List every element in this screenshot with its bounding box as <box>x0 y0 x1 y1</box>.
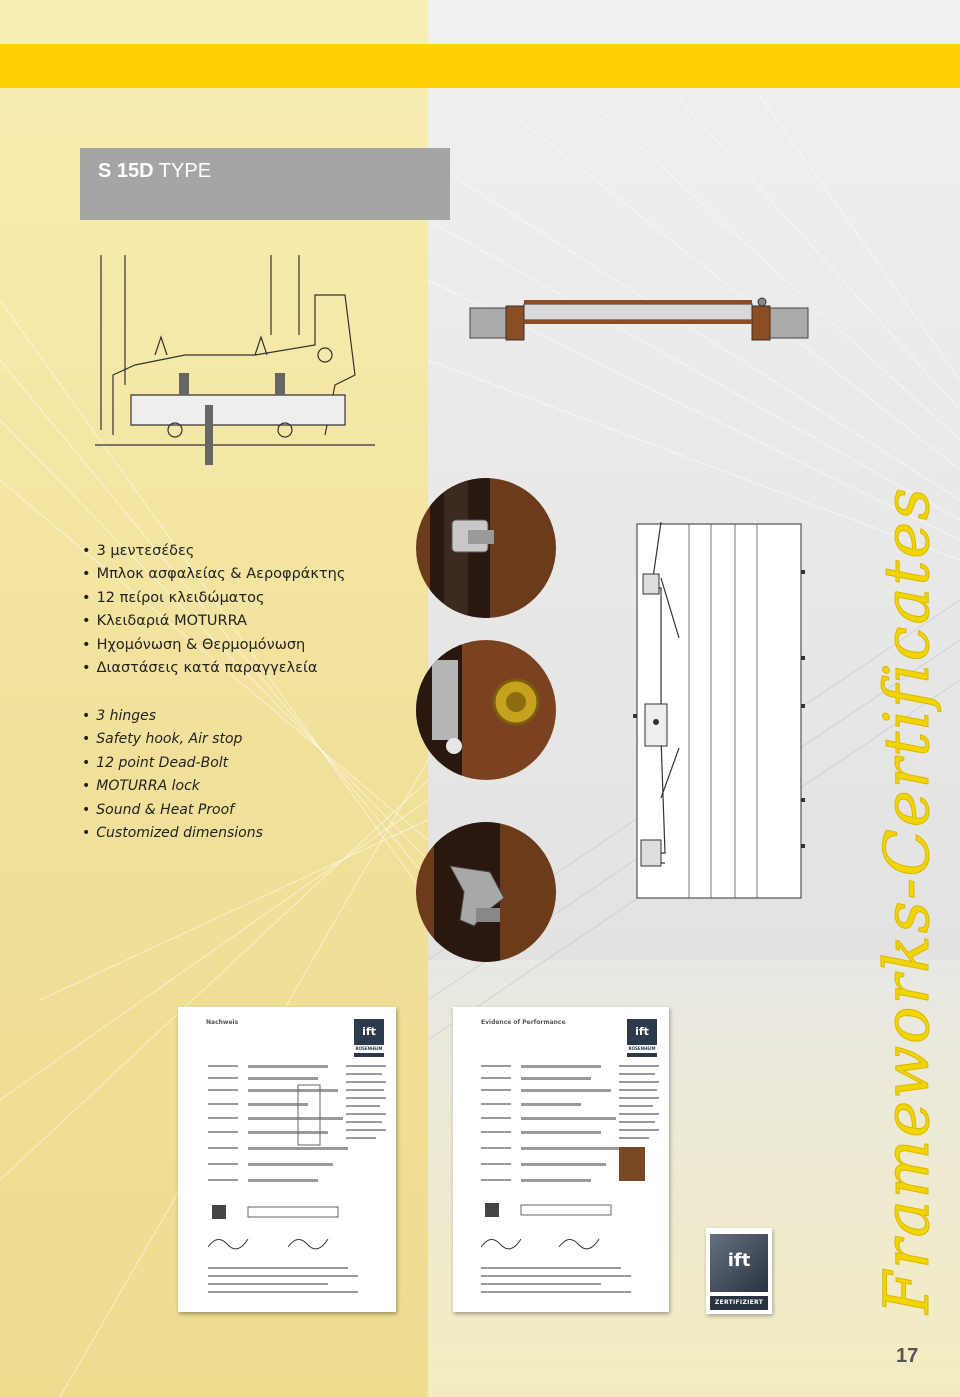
feature-item: • Κλειδαριά MOTURRA <box>82 610 345 633</box>
door-elevation-drawing <box>625 518 810 903</box>
ift-certified-badge <box>706 1228 772 1314</box>
type-model: S 15D <box>98 160 154 182</box>
feature-item: • Διαστάσεις κατά παραγγελεία <box>82 657 345 680</box>
features-list-greek <box>82 540 345 680</box>
door-plan-section <box>466 292 811 342</box>
feature-item: • MOTURRA lock <box>82 775 263 798</box>
feature-item: • Sound & Heat Proof <box>82 799 263 822</box>
certificate-nachweis <box>178 1007 396 1312</box>
feature-item: • 12 πείροι κλειδώματος <box>82 587 345 610</box>
type-label <box>98 160 211 183</box>
certificate-title: Nachweis <box>206 1019 239 1026</box>
feature-item: • 3 hinges <box>82 705 263 728</box>
ift-badge-label: ZERTIFIZIERT <box>710 1296 768 1310</box>
certificate-body <box>453 1007 669 1312</box>
safety-hook-photo <box>416 822 556 962</box>
section-vertical-title: Frameworks-Certificates <box>870 486 943 1314</box>
feature-item: • Customized dimensions <box>82 822 263 845</box>
hinge-photo <box>416 478 556 618</box>
ift-badge-text: ift <box>727 1250 751 1271</box>
type-suffix: TYPE <box>158 160 212 182</box>
certificate-evidence <box>453 1007 669 1312</box>
feature-item: • Ηχομόνωση & Θερμομόνωση <box>82 634 345 657</box>
lock-cylinder-photo <box>416 640 556 780</box>
type-box <box>80 148 450 220</box>
ift-badge-logo <box>710 1234 768 1292</box>
certificate-title: Evidence of Performance <box>481 1019 566 1026</box>
feature-item: • Μπλοκ ασφαλείας & Αεροφράκτης <box>82 563 345 586</box>
header-band <box>0 44 960 88</box>
feature-item: • 12 point Dead-Bolt <box>82 752 263 775</box>
feature-item: • Safety hook, Air stop <box>82 728 263 751</box>
certificate-body <box>178 1007 396 1312</box>
page-number: 17 <box>896 1345 919 1367</box>
features-list-english <box>82 705 263 845</box>
profile-section-drawing <box>95 255 385 470</box>
ift-logo: ift ROSENHEIM <box>354 1019 384 1057</box>
ift-logo: ift ROSENHEIM <box>627 1019 657 1057</box>
feature-item: • 3 μεντεσέδες <box>82 540 345 563</box>
